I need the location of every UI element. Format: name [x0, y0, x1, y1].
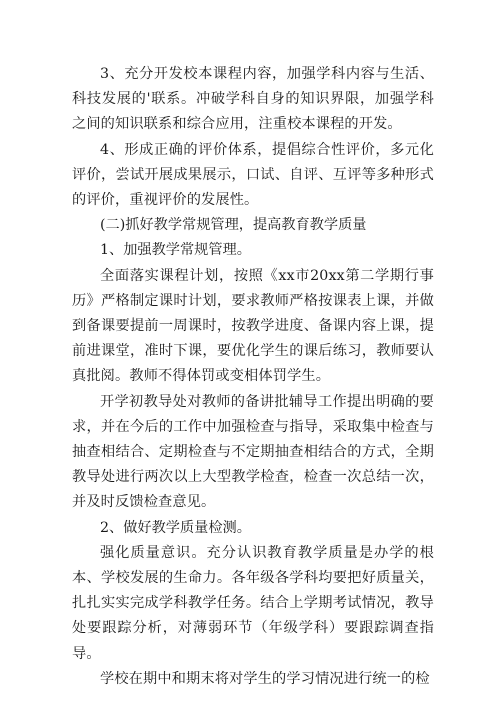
paragraph-course-plan: 全面落实课程计划，按照《xx市20xx第二学期行事历》严格制定课时计划，要求教师严格按课表上课，并做到备课要提前一周课时，按教学进度、备课内容上课，提前进课堂，准时下课，要优化学生的课后练习，教师要认真批阅。教师不得体罚或变相体罚学生。	[72, 267, 434, 385]
document-body	[72, 62, 434, 692]
paragraph-midterm-final: 学校在期中和期末将对学生的学习情况进行统一的检	[100, 670, 430, 687]
paragraph-course-content: 3、充分开发校本课程内容，加强学科内容与生活、科技发展的'联系。冲破学科自身的知识界限，加强学科之间的知识联系和综合应用，注重校本课程的开发。	[72, 66, 434, 133]
subheading-quality-testing: 2、做好教学质量检测。	[100, 519, 251, 536]
paragraph-inspection: 开学初教导处对教师的备讲批辅导工作提出明确的要求，并在今后的工作中加强检查与指导，采取集中检查与抽查相结合、定期检查与不定期抽查相结合的方式，全期教导处进行两次以上大型教学检查，检查一次总结一次，并及时反馈检查意见。	[72, 393, 434, 511]
subheading-strengthen-routine: 1、加强教学常规管理。	[100, 242, 251, 259]
paragraph-evaluation-system: 4、形成正确的评价体系，提倡综合性评价，多元化评价，尝试开展成果展示，口试、自评、互评等多种形式的评价，重视评价的发展性。	[72, 141, 434, 209]
paragraph-quality-awareness: 强化质量意识。充分认识教育教学质量是办学的根本、学校发展的生命力。各年级各学科均要把好质量关，扎扎实实完成学科教学任务。结合上学期考试情况，教导处要跟踪分析，对薄弱环节（年级学科）要跟踪调查指导。	[72, 544, 434, 662]
section-heading-routine-management: (二)抓好教学常规管理，提高教育教学质量	[100, 217, 367, 234]
